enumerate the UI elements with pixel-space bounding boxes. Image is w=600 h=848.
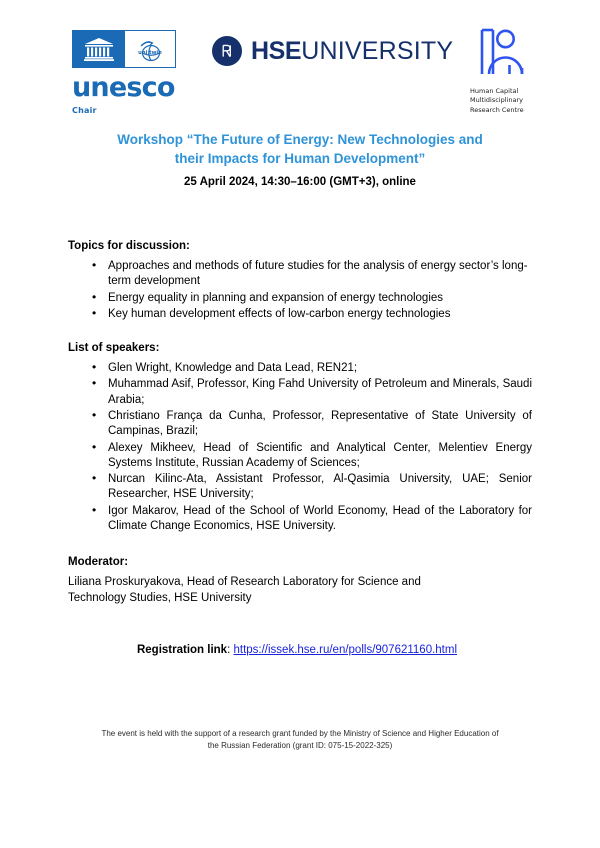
unitwin-globe-icon xyxy=(124,31,175,67)
registration-row xyxy=(68,644,532,656)
registration-separator: : xyxy=(227,644,234,657)
funding-footnote xyxy=(62,728,538,752)
page-title-line-1: Workshop “The Future of Energy: New Technologies and xyxy=(117,132,483,147)
hse-wordmark-light: UNIVERSITY xyxy=(301,36,454,65)
human-capital-caption xyxy=(470,87,552,115)
hse-wordmark-bold: HSE xyxy=(251,36,302,65)
topics-list xyxy=(68,259,532,322)
svg-text:uni twin: uni twin xyxy=(138,50,162,57)
human-figure-arch-icon xyxy=(476,26,552,83)
human-capital-research-centre-logo xyxy=(470,26,552,115)
unesco-wordmark: unesco xyxy=(72,72,175,103)
unesco-temple-icon xyxy=(73,31,124,67)
list-item: • Approaches and methods of future studies for the analysis of energy sector’s long-term development xyxy=(90,259,532,290)
moderator-text: Liliana Proskuryakova, Head of Research Laboratory for Science and Technology Studies, HSE University xyxy=(68,576,421,604)
hse-wordmark xyxy=(251,36,454,65)
list-item: • Nurcan Kilinc-Ata, Assistant Professor, Al-Qasimia University, UAE; Senior Researcher, HSE University; xyxy=(90,472,532,503)
list-item: • Muhammad Asif, Professor, King Fahd University of Petroleum and Minerals, Saudi Arabia; xyxy=(90,377,532,408)
page-title-line-2: their Impacts for Human Development” xyxy=(174,151,426,167)
list-item: • Key human development effects of low-carbon energy technologies xyxy=(90,307,532,322)
logo-band xyxy=(0,22,600,122)
funding-footnote-line-2: the Russian Federation (grant ID: 075-15-2022-325) xyxy=(207,741,393,750)
funding-footnote-line-1: The event is held with the support of a research grant funded by the Ministry of Science and Higher Education of xyxy=(101,729,499,738)
speakers-list xyxy=(68,361,532,534)
registration-link[interactable]: https://issek.hse.ru/en/polls/907621160.html xyxy=(233,644,458,657)
list-item: • Alexey Mikheev, Head of Scientific and Analytical Center, Melentiev Energy Systems Institute, Russian Academy of Sciences; xyxy=(90,441,532,472)
registration-label: Registration link xyxy=(136,644,228,657)
list-item: • Glen Wright, Knowledge and Data Lead, REN21; xyxy=(90,361,532,376)
human-capital-caption-line-3: Research Centre xyxy=(470,105,524,114)
hse-monogram-icon xyxy=(212,36,242,66)
list-item: • Energy equality in planning and expansion of energy technologies xyxy=(90,291,532,306)
page-title xyxy=(72,130,528,168)
unesco-logo xyxy=(72,30,180,115)
human-capital-caption-line-1: Human Capital xyxy=(470,87,519,95)
hse-university-logo xyxy=(212,36,453,66)
speakers-heading: List of speakers: xyxy=(68,342,160,355)
moderator-heading: Moderator: xyxy=(68,556,129,569)
event-datetime: 25 April 2024, 14:30–16:00 (GMT+3), online xyxy=(184,176,416,188)
document-body xyxy=(68,240,532,656)
topics-heading: Topics for discussion: xyxy=(68,240,190,252)
human-capital-caption-line-2: Multidisciplinary xyxy=(470,96,523,105)
list-item: • Igor Makarov, Head of the School of World Economy, Head of the Laboratory for Climate Change Economics, HSE University. xyxy=(90,504,532,535)
unesco-chair-label: Chair xyxy=(72,106,97,115)
list-item: • Christiano França da Cunha, Professor, Representative of State University of Campinas, Brazil; xyxy=(90,409,532,440)
unesco-emblem-box xyxy=(72,30,176,68)
